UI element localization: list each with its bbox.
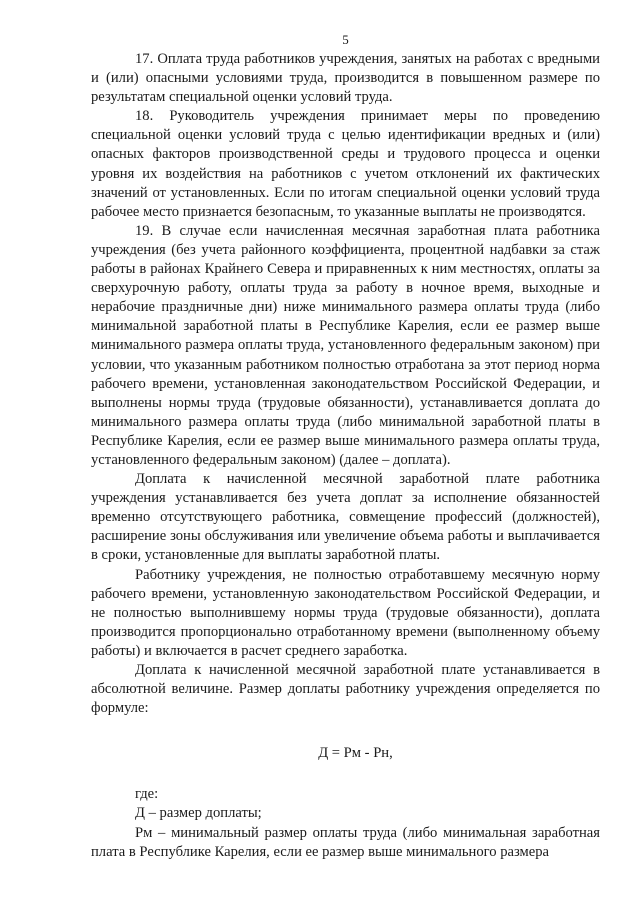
page-number: 5 bbox=[342, 32, 349, 47]
formula: Д = Рм - Рн, bbox=[318, 745, 393, 762]
paragraph-formula-intro: Доплата к начисленной месячной заработной плате устанавливается в абсолютной величине. Размер доплаты работнику учреждения определяется по формуле: bbox=[91, 662, 600, 717]
where-label: где: bbox=[135, 786, 159, 803]
paragraph-19: 19. В случае если начисленная месячная заработная плата работника учреждения (без учета районного коэффициента, процентной надбавки за стаж работы в районах Крайнего Севера и приравненных к ним местностях, оплаты за сверхурочную работу, оплаты труда за работу в ночное время, выходные и нерабочие праздничные дни) ниже минимального размера оплаты труда (либо минимальной заработной платы в Республике Карелия, если ее размер выше минимального размера оплаты труда, установленного федеральным законом) при условии, что указанным работником полностью отработана за этот период норма рабочего времени, установленная законодательством Российской Федерации, и выполнены нормы труда (трудовые обязанности), устанавливается доплата до минимального размера оплаты труда (либо минимальной заработной платы в Республике Карелия, если ее размер выше минимального размера оплаты труда, установленного федеральным законом) (далее – доплата). bbox=[91, 222, 600, 468]
definition-rm: Рм – минимальный размер оплаты труда (либо минимальная заработная плата в Республике Карелия, если ее размер выше минимального размера bbox=[91, 824, 600, 860]
paragraph-17: 17. Оплата труда работников учреждения, занятых на работах с вредными и (или) опасными условиями труда, производится в повышенном размере по результатам специальной оценки условий труда. bbox=[91, 51, 600, 106]
paragraph-proportional: Работнику учреждения, не полностью отработавшему месячную норму рабочего времени, установленную законодательством Российской Федерации, и не полностью выполнившему нормы труда (трудовые обязанности), доплата производится пропорционально отработанному времени (выполненному объему работы) и включается в расчет среднего заработка. bbox=[91, 566, 600, 659]
paragraph-surcharge-rules: Доплата к начисленной месячной заработной плате работника учреждения устанавливается без учета доплат за исполнение обязанностей временно отсутствующего работника, совмещение профессий (должностей), расширение зоны обслуживания или увеличение объема работы и выплачивается в сроки, установленные для выплаты заработной платы. bbox=[91, 471, 600, 564]
definition-d: Д – размер доплаты; bbox=[135, 805, 262, 822]
paragraph-18: 18. Руководитель учреждения принимает меры по проведению специальной оценки условий труда с целью идентификации вредных и (или) опасных факторов производственной среды и трудового процесса и оценки уровня их воздействия на работников с учетом отклонений их фактических значений от установленных. Если по итогам специальной оценки условий труда рабочее место признается безопасным, то указанные выплаты не производятся. bbox=[91, 108, 600, 220]
